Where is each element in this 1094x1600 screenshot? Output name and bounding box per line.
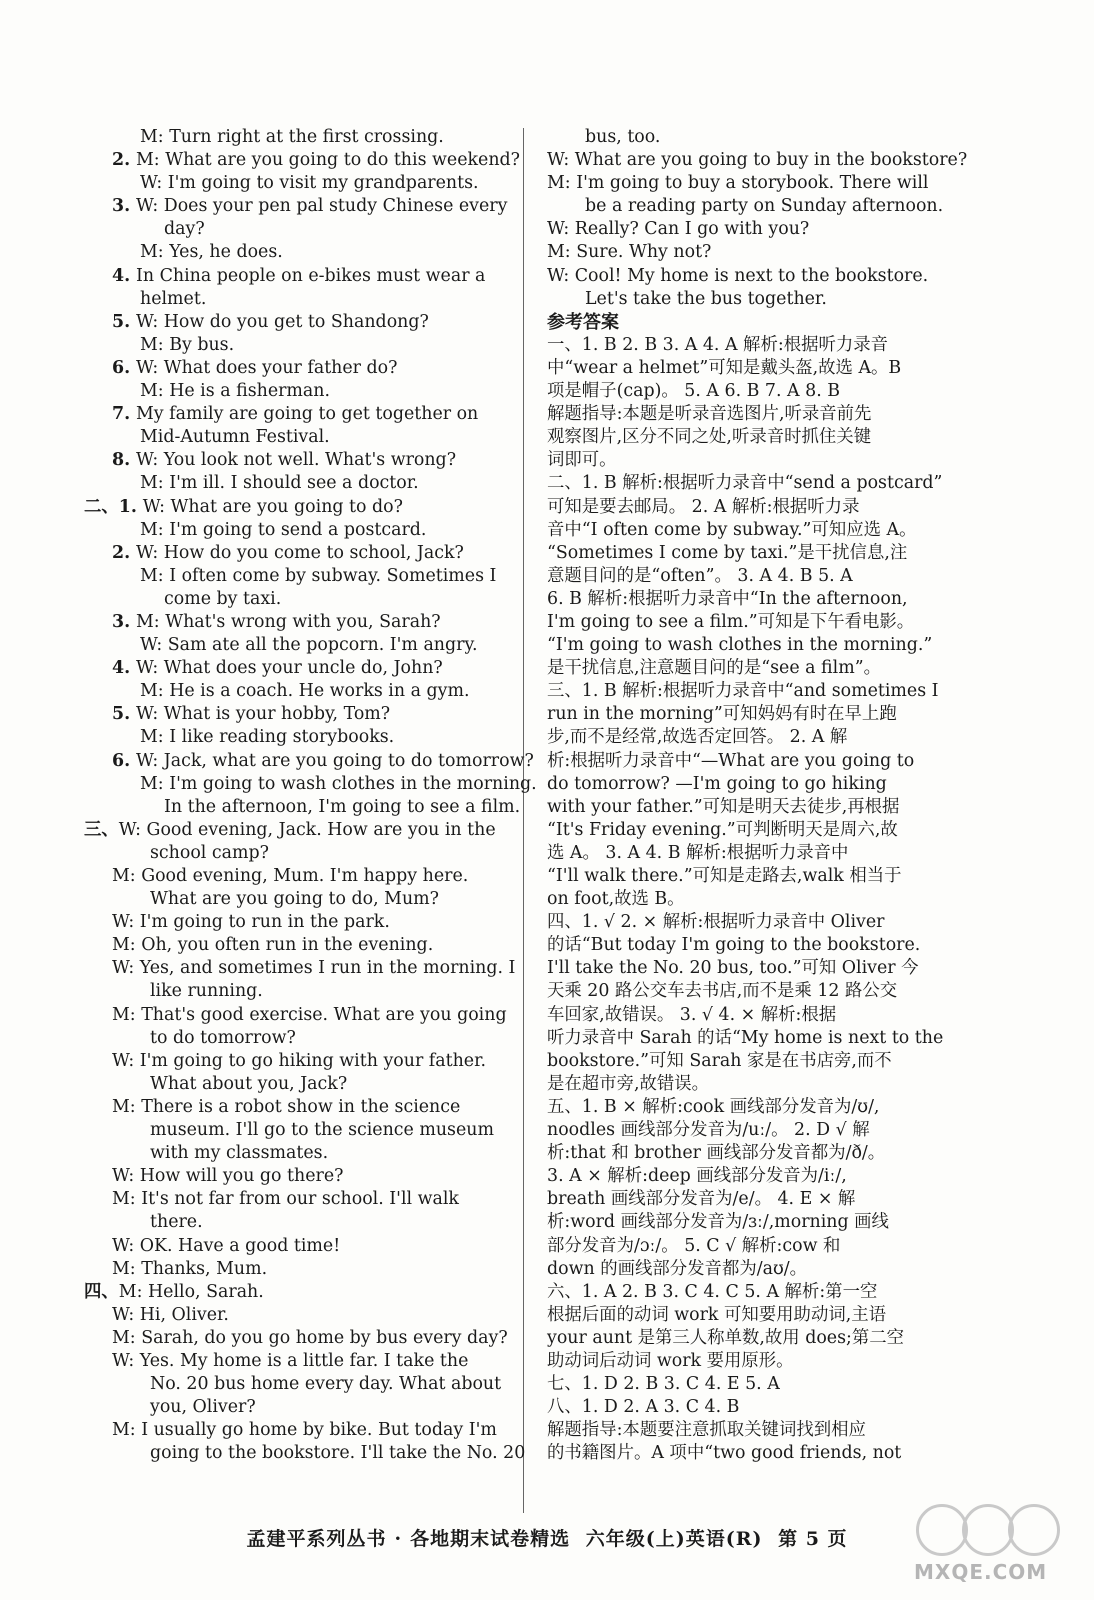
line-text: “It's Friday evening.”可判断明天是周六,故 <box>547 819 898 840</box>
right-line <box>547 819 967 842</box>
right-line <box>547 149 967 172</box>
right-line <box>547 773 967 796</box>
left-line <box>112 588 508 611</box>
line-text: In the afternoon, I'm going to see a film. <box>164 796 521 817</box>
line-text: your aunt 是第三人称单数,故用 does;第二空 <box>547 1327 905 1348</box>
watermark-site: MXQE.COM <box>914 1560 1048 1584</box>
left-line <box>112 888 508 911</box>
right-line <box>547 934 967 957</box>
right-line <box>547 1327 967 1350</box>
line-text: W: Cool! My home is next to the bookstore. <box>547 265 929 286</box>
left-line <box>112 565 508 588</box>
line-text: come by taxi. <box>164 588 282 609</box>
right-line <box>547 241 967 264</box>
right-line <box>547 472 967 495</box>
line-text: M: I often come by subway. Sometimes I <box>140 565 497 586</box>
line-text: W: What does your uncle do, John? <box>136 658 443 679</box>
watermark-circle <box>1008 1504 1060 1556</box>
item-number: 2. <box>112 542 131 563</box>
watermark-circle <box>962 1504 1014 1556</box>
right-line <box>547 403 967 426</box>
right-line <box>547 1373 967 1396</box>
line-text: 中“wear a helmet”可知是戴头盔,故选 A。B <box>547 357 902 378</box>
left-line <box>112 149 520 172</box>
line-text: 五、1. B × 解析:cook 画线部分发音为/ʊ/, <box>547 1096 880 1117</box>
line-text: 天乘 20 路公交车去书店,而不是乘 12 路公交 <box>547 981 898 1002</box>
left-line <box>84 819 508 842</box>
left-line <box>112 934 508 957</box>
line-text: “I'm going to wash clothes in the morning.” <box>547 635 933 656</box>
left-line <box>112 1304 508 1327</box>
line-text: M: I'm going to send a postcard. <box>140 519 427 540</box>
line-text: 词即可。 <box>547 450 617 471</box>
right-line <box>547 911 967 934</box>
line-text: you, Oliver? <box>150 1397 256 1418</box>
left-line <box>112 1350 508 1373</box>
line-text: M: What's wrong with you, Sarah? <box>136 611 441 632</box>
item-number: 2. <box>112 150 131 171</box>
line-text: Mid-Autumn Festival. <box>140 427 330 448</box>
left-line <box>112 1327 508 1350</box>
footer-grade: 六年级(上)英语(R) <box>585 1528 763 1550</box>
line-text: W: What is your hobby, Tom? <box>136 704 391 725</box>
line-text: W: I'm going to go hiking with your father. <box>112 1050 486 1071</box>
left-line <box>112 218 508 241</box>
right-line <box>547 126 967 149</box>
left-line <box>112 1142 508 1165</box>
line-text: My family are going to get together on <box>136 404 479 425</box>
line-text: M: Sarah, do you go home by bus every day? <box>112 1327 508 1348</box>
line-text: on foot,故选 B。 <box>547 889 685 910</box>
line-text: W: Really? Can I go with you? <box>547 219 810 240</box>
right-line <box>547 1419 967 1442</box>
left-line <box>112 1373 508 1396</box>
line-text: M: What are you going to do this weekend? <box>136 150 520 171</box>
line-text: 听力录音中 Sarah 的话“My home is next to the <box>547 1027 944 1048</box>
right-line <box>547 1165 967 1188</box>
line-text: I'm going to see a film.”可知是下午看电影。 <box>547 611 915 632</box>
right-line <box>547 496 967 519</box>
right-line <box>547 195 967 218</box>
line-text: M: There is a robot show in the science <box>112 1096 461 1117</box>
right-line <box>547 1304 967 1327</box>
line-text: 解题指导:本题是听录音选图片,听录音前先 <box>547 404 872 425</box>
line-text: In China people on e-bikes must wear a <box>136 265 486 286</box>
line-text: M: Turn right at the first crossing. <box>140 127 444 147</box>
left-line <box>112 1119 508 1142</box>
right-line <box>547 1442 967 1465</box>
right-line <box>547 634 967 657</box>
left-line <box>112 1004 508 1027</box>
line-text: 六、1. A 2. B 3. C 4. C 5. A 解析:第一空 <box>547 1281 878 1302</box>
line-text: 的话“But today I'm going to the bookstore. <box>547 935 921 956</box>
right-line <box>547 1235 967 1258</box>
right-line <box>547 1050 967 1073</box>
left-line <box>112 1419 508 1442</box>
line-text: 意题目问的是“often”。 3. A 4. B 5. A <box>547 565 853 586</box>
right-line <box>547 426 967 449</box>
line-text: M: Oh, you often run in the evening. <box>112 935 434 956</box>
right-line <box>547 1188 967 1211</box>
line-text: 观察图片,区分不同之处,听录音时抓住关键 <box>547 427 872 448</box>
left-line <box>112 611 508 634</box>
item-number: 6. <box>112 750 131 771</box>
line-text: down 的画线部分发音都为/aʊ/。 <box>547 1258 807 1279</box>
right-line <box>547 957 967 980</box>
item-number: 3. <box>112 611 131 632</box>
left-line <box>112 1211 508 1234</box>
line-text: M: It's not far from our school. I'll walk <box>112 1189 459 1210</box>
watermark-logo <box>896 1498 1076 1588</box>
item-number: 5. <box>112 311 131 332</box>
left-line <box>112 1165 508 1188</box>
line-text: W: Yes, and sometimes I run in the morning. I <box>112 958 516 979</box>
line-text: with my classmates. <box>150 1143 329 1164</box>
line-text: 析:根据听力录音中“—What are you going to <box>547 750 915 771</box>
right-line <box>547 842 967 865</box>
line-text: run in the morning”可知妈妈有时在早上跑 <box>547 704 897 725</box>
left-line <box>112 126 508 149</box>
left-line <box>112 680 508 703</box>
right-line <box>547 565 967 588</box>
right-line <box>547 380 967 403</box>
line-text: W: Hi, Oliver. <box>112 1304 229 1325</box>
line-text: M: Good evening, Mum. I'm happy here. <box>112 866 469 886</box>
right-line <box>547 611 967 634</box>
item-number: 4. <box>112 658 131 679</box>
line-text: going to the bookstore. I'll take the No. 20 <box>150 1443 526 1464</box>
line-text: 解题指导:本题要注意抓取关键词找到相应 <box>547 1420 866 1441</box>
section-marker: 三、 <box>84 819 119 840</box>
line-text: M: I like reading storybooks. <box>140 727 395 748</box>
line-text: 6. B 解析:根据听力录音中“In the afternoon, <box>547 588 908 609</box>
left-line <box>112 796 521 819</box>
line-text: W: What are you going to buy in the bookstore? <box>547 150 968 171</box>
right-line <box>547 1096 967 1119</box>
line-text: W: What are you going to do? <box>142 496 403 517</box>
footer-title: 各地期末试卷精选 <box>410 1528 571 1550</box>
line-text: museum. I'll go to the science museum <box>150 1120 494 1141</box>
right-line <box>547 726 967 749</box>
right-line <box>547 796 967 819</box>
right-line <box>547 519 967 542</box>
line-text: 车回家,故错误。 3. √ 4. × 解析:根据 <box>547 1004 837 1025</box>
line-text: M: He is a coach. He works in a gym. <box>140 681 470 702</box>
line-text: “I'll walk there.”可知是走路去,walk 相当于 <box>547 866 902 886</box>
left-line <box>112 865 508 888</box>
right-line <box>547 1350 967 1373</box>
line-text: W: You look not well. What's wrong? <box>136 450 457 471</box>
left-line <box>112 1235 508 1258</box>
line-text: W: I'm going to visit my grandparents. <box>140 173 479 194</box>
line-text: 七、1. D 2. B 3. C 4. E 5. A <box>547 1374 780 1395</box>
line-text: to do tomorrow? <box>150 1027 296 1048</box>
left-line <box>112 634 508 657</box>
right-line <box>547 750 967 773</box>
left-line <box>112 1258 508 1281</box>
line-text: W: How will you go there? <box>112 1166 344 1187</box>
footer-dot: · <box>394 1528 403 1550</box>
line-text: like running. <box>150 981 263 1002</box>
line-text: M: I'm going to wash clothes in the morning. <box>140 773 537 794</box>
right-line <box>547 542 967 565</box>
line-text: No. 20 bus home every day. What about <box>150 1374 502 1395</box>
left-line <box>112 288 508 311</box>
line-text: 析:word 画线部分发音为/ɜː/,morning 画线 <box>547 1212 889 1233</box>
left-line <box>112 957 516 980</box>
left-line <box>112 195 508 218</box>
line-text: W: Sam ate all the popcorn. I'm angry. <box>140 635 478 656</box>
left-line <box>112 1188 508 1211</box>
left-line <box>112 842 508 865</box>
line-text: 音中“I often come by subway.”可知应选 A。 <box>547 519 917 540</box>
right-line <box>547 288 967 311</box>
left-line <box>112 1027 508 1050</box>
line-text: 3. A × 解析:deep 画线部分发音为/iː/, <box>547 1166 847 1187</box>
line-text: 的书籍图片。A 项中“two good friends, not <box>547 1443 902 1464</box>
right-line <box>547 334 967 357</box>
section-marker: 四、 <box>84 1281 119 1302</box>
footer-series: 孟建平系列丛书 <box>246 1528 387 1550</box>
left-line <box>112 980 508 1003</box>
left-line <box>112 542 508 565</box>
left-line <box>84 1281 508 1304</box>
right-line <box>547 588 967 611</box>
section-marker: 二、 <box>84 496 119 517</box>
right-line <box>547 311 967 334</box>
line-text: W: Good evening, Jack. How are you in the <box>118 819 496 840</box>
left-line <box>112 311 508 334</box>
left-line <box>112 1073 508 1096</box>
line-text: helmet. <box>140 288 207 309</box>
left-line <box>112 911 508 934</box>
line-text: W: How do you come to school, Jack? <box>136 542 464 563</box>
left-line <box>112 773 537 796</box>
right-line <box>547 1027 967 1050</box>
left-line <box>112 726 508 749</box>
item-number: 6. <box>112 357 131 378</box>
line-text: M: Sure. Why not? <box>547 242 712 263</box>
item-number: 4. <box>112 265 131 286</box>
line-text: M: I usually go home by bike. But today I'm <box>112 1420 497 1441</box>
right-line <box>547 1142 967 1165</box>
left-line <box>112 241 508 264</box>
line-text: breath 画线部分发音为/e/。 4. E × 解 <box>547 1189 856 1210</box>
line-text: Let's take the bus together. <box>585 288 827 309</box>
line-text: M: Hello, Sarah. <box>118 1281 264 1302</box>
line-text: do tomorrow? —I'm going to go hiking <box>547 773 887 794</box>
left-line <box>112 426 508 449</box>
right-line <box>547 1258 967 1281</box>
line-text: M: Thanks, Mum. <box>112 1258 268 1279</box>
line-text: W: OK. Have a good time! <box>112 1235 341 1256</box>
line-text: 部分发音为/ɔː/。 5. C √ 解析:cow 和 <box>547 1235 841 1256</box>
line-text: 选 A。 3. A 4. B 解析:根据听力录音中 <box>547 842 849 863</box>
line-text: W: What does your father do? <box>136 357 398 378</box>
left-line <box>112 265 508 288</box>
line-text: 根据后面的动词 work 可知要用助动词,主语 <box>547 1304 887 1325</box>
line-text: be a reading party on Sunday afternoon. <box>585 196 944 217</box>
left-line <box>112 172 508 195</box>
right-line <box>547 1396 967 1419</box>
right-line <box>547 265 967 288</box>
line-text: I'll take the No. 20 bus, too.”可知 Oliver 今 <box>547 958 919 979</box>
column-divider <box>523 128 524 1513</box>
line-text: there. <box>150 1212 203 1233</box>
line-text: school camp? <box>150 842 269 863</box>
left-line <box>112 357 508 380</box>
right-line <box>547 888 967 911</box>
line-text: 步,而不是经常,故选否定回答。 2. A 解 <box>547 727 848 748</box>
line-text: M: I'm ill. I should see a doctor. <box>140 473 419 494</box>
right-line <box>547 1004 967 1027</box>
line-text: bookstore.”可知 Sarah 家是在书店旁,而不 <box>547 1050 892 1071</box>
left-line <box>112 472 508 495</box>
right-line <box>547 449 967 472</box>
right-line <box>547 680 967 703</box>
line-text: What about you, Jack? <box>150 1073 348 1094</box>
line-text: 析:that 和 brother 画线部分发音都为/ð/。 <box>547 1143 886 1164</box>
line-text: W: I'm going to run in the park. <box>112 912 390 933</box>
line-text: M: By bus. <box>140 334 235 355</box>
right-line <box>547 703 967 726</box>
line-text: 三、1. B 解析:根据听力录音中“and sometimes I <box>547 681 939 702</box>
line-text: 一、1. B 2. B 3. A 4. A 解析:根据听力录音 <box>547 334 889 355</box>
line-text: What are you going to do, Mum? <box>150 889 439 910</box>
line-text: 八、1. D 2. A 3. C 4. B <box>547 1397 740 1418</box>
line-text: bus, too. <box>585 127 661 147</box>
left-line <box>84 496 508 519</box>
right-line <box>547 357 967 380</box>
left-line <box>112 703 508 726</box>
item-number: 3. <box>112 196 131 217</box>
line-text: 是在超市旁,故错误。 <box>547 1073 710 1094</box>
footer-page-number: 第 5 页 <box>778 1528 848 1550</box>
left-line <box>112 380 508 403</box>
line-text: W: Jack, what are you going to do tomorrow? <box>136 750 534 771</box>
item-number: 8. <box>112 450 131 471</box>
line-text: 参考答案 <box>547 311 619 333</box>
line-text: noodles 画线部分发音为/uː/。 2. D √ 解 <box>547 1120 870 1141</box>
left-line <box>112 449 508 472</box>
item-number: 1. <box>118 496 137 517</box>
line-text: W: How do you get to Shandong? <box>136 311 429 332</box>
right-line <box>547 172 967 195</box>
left-line <box>112 1050 508 1073</box>
line-text: 可知是要去邮局。 2. A 解析:根据听力录 <box>547 496 860 517</box>
right-line <box>547 1119 967 1142</box>
left-column <box>84 126 537 1465</box>
left-line <box>112 334 508 357</box>
line-text: W: Yes. My home is a little far. I take the <box>112 1350 469 1371</box>
line-text: with your father.”可知是明天去徒步,再根据 <box>547 796 900 817</box>
line-text: W: Does your pen pal study Chinese every <box>136 196 508 217</box>
item-number: 7. <box>112 404 131 425</box>
watermark-circle <box>916 1504 968 1556</box>
line-text: day? <box>164 219 205 240</box>
line-text: 是干扰信息,注意题目问的是“see a film”。 <box>547 658 881 679</box>
right-line <box>547 1073 967 1096</box>
left-line <box>112 1442 526 1465</box>
left-line <box>112 403 508 426</box>
line-text: 四、1. √ 2. × 解析:根据听力录音中 Oliver <box>547 912 885 933</box>
left-line <box>112 1096 508 1119</box>
left-line <box>112 519 508 542</box>
line-text: M: I'm going to buy a storybook. There will <box>547 173 929 194</box>
line-text: 二、1. B 解析:根据听力录音中“send a postcard” <box>547 473 943 494</box>
right-line <box>547 1211 967 1234</box>
right-line <box>547 1281 967 1304</box>
line-text: “Sometimes I come by taxi.”是干扰信息,注 <box>547 542 908 563</box>
line-text: M: He is a fisherman. <box>140 381 331 402</box>
item-number: 5. <box>112 704 131 725</box>
right-line <box>547 980 967 1003</box>
left-line <box>112 750 534 773</box>
left-line <box>112 1396 508 1419</box>
right-line <box>547 657 967 680</box>
line-text: 项是帽子(cap)。 5. A 6. B 7. A 8. B <box>547 381 841 402</box>
line-text: 助动词后动词 work 要用原形。 <box>547 1350 794 1371</box>
line-text: M: That's good exercise. What are you going <box>112 1004 507 1025</box>
line-text: M: Yes, he does. <box>140 242 283 263</box>
right-column <box>547 126 967 1465</box>
right-line <box>547 218 967 241</box>
right-line <box>547 865 967 888</box>
left-line <box>112 657 508 680</box>
